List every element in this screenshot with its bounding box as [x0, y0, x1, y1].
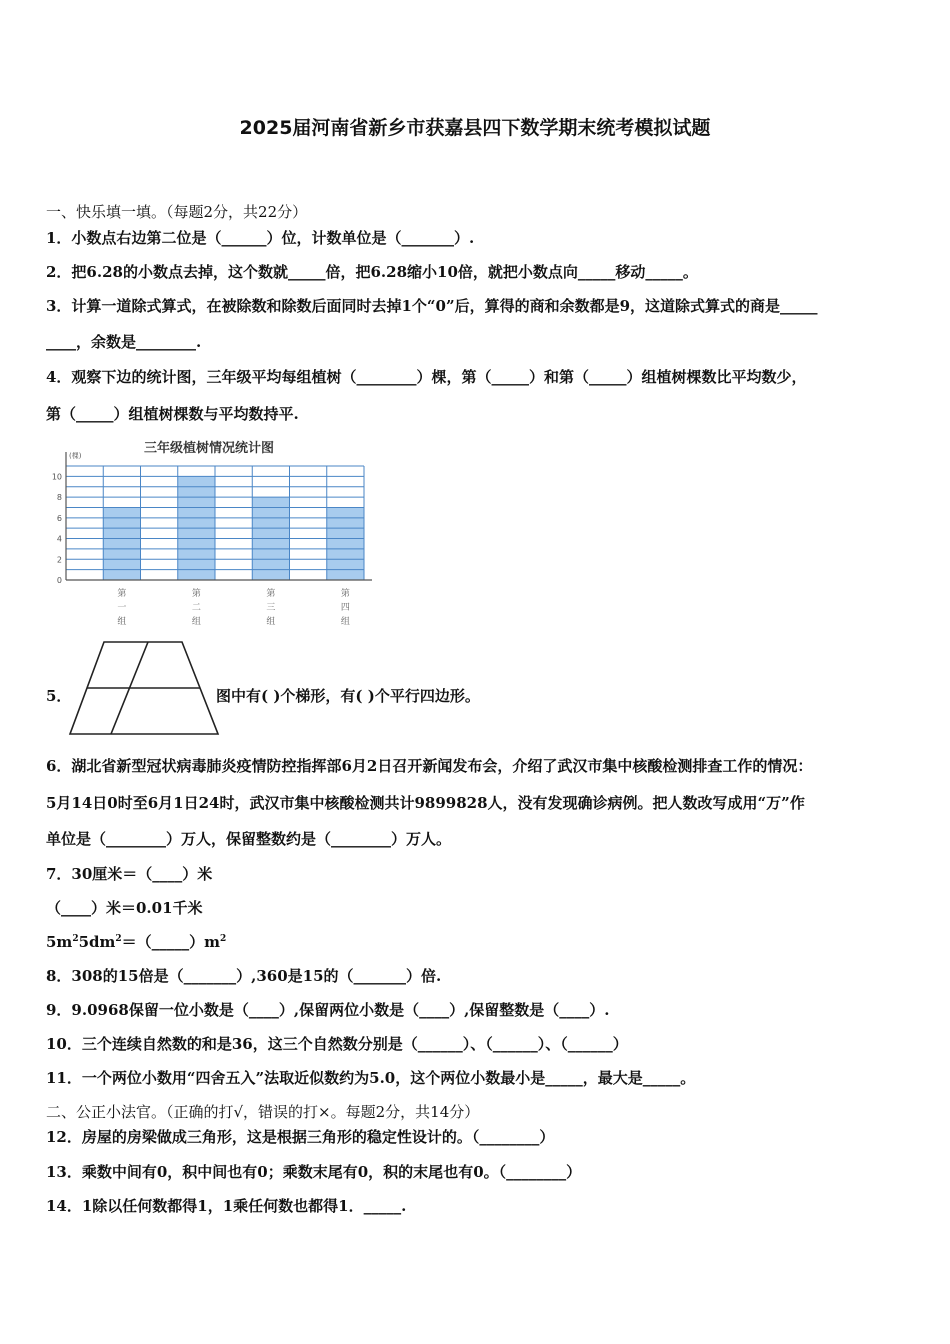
page-title: 2025届河南省新乡市获嘉县四下数学期末统考模拟试题 [239, 117, 711, 139]
question-11: 11．一个两位小数用“四舍五入”法取近似数约为5.0，这个两位小数最小是_____，最大是_____。 [46, 1069, 696, 1087]
question-3-line-1: 3．计算一道除式算式，在被除数和除数后面同时去掉1个“0”后，算得的商和余数都是9，这道除式算式的商是_____ [46, 297, 818, 315]
bar-1 [103, 507, 140, 580]
x-category-label: 组 [266, 617, 276, 626]
question-5-number: 5． [46, 687, 72, 705]
question-13: 13．乘数中间有0，积中间也有0；乘数末尾有0，积的末尾也有0。（________） [46, 1163, 582, 1181]
question-12: 12．房屋的房梁做成三角形，这是根据三角形的稳定性设计的。（________） [46, 1128, 555, 1146]
question-4-line-1: 4．观察下边的统计图，三年级平均每组植树（________）棵，第（_____）和第（_____）组植树棵数比平均数少， [46, 368, 807, 386]
y-axis-label: (棵) [69, 452, 82, 460]
question-9: 9．9.0968保留一位小数是（____）,保留两位小数是（____）,保留整数是（____）. [46, 1001, 610, 1019]
trapezoid-figure [68, 640, 220, 736]
y-tick-label: 6 [56, 513, 62, 523]
x-category-label: 第 [191, 589, 201, 599]
section-heading-2: 二、公正小法官。（正确的打√，错误的打×。每题2分，共14分） [46, 1103, 480, 1121]
y-tick-label: 2 [56, 555, 62, 565]
question-6-line-2: 5月14日0时至6月1日24时，武汉市集中核酸检测共计9899828人，没有发现确诊病例。把人数改写成用“万”作 [46, 794, 805, 812]
bar-chart [44, 436, 374, 626]
question-7-line-2: （____）米＝0.01千米 [46, 899, 203, 917]
y-tick-label: 8 [56, 493, 62, 503]
x-category-label: 第 [340, 589, 350, 599]
question-6-line-1: 6．湖北省新型冠状病毒肺炎疫情防控指挥部6月2日召开新闻发布会，介绍了武汉市集中核酸检测排查工作的情况： [46, 757, 813, 775]
x-category-label: 一 [117, 603, 127, 613]
question-10: 10．三个连续自然数的和是36，这三个自然数分别是（______）、（______）、（______） [46, 1035, 628, 1053]
x-category-label: 四 [340, 603, 350, 613]
question-7-line-3: $5m^25dm^2=(\_\_\_\_\_)m^2$ [46, 933, 227, 951]
x-category-label: 二 [191, 603, 201, 613]
x-category-label: 组 [117, 617, 127, 626]
y-tick-label: 10 [51, 472, 62, 482]
question-8: 8．308的15倍是（_______）,360是15的（_______）倍. [46, 967, 442, 985]
x-category-label: 第 [266, 589, 276, 599]
question-3-line-2: ____，余数是________. [46, 333, 202, 351]
question-1: 1．小数点右边第二位是（______）位，计数单位是（_______）. [46, 229, 475, 247]
x-category-label: 三 [266, 603, 276, 613]
chart-title: 三年级植树情况统计图 [143, 441, 274, 456]
x-category-label: 组 [191, 617, 201, 626]
x-category-label: 组 [340, 617, 350, 626]
bar-4 [327, 507, 364, 580]
question-14: 14．1除以任何数都得1，1乘任何数也都得1．_____. [46, 1197, 407, 1215]
question-5-text: 图中有( )个梯形，有( )个平行四边形。 [216, 687, 480, 705]
y-tick-label: 4 [56, 534, 62, 544]
question-7-line-1: 7．30厘米＝（____）米 [46, 865, 213, 883]
y-tick-label: 0 [56, 576, 62, 585]
x-category-label: 第 [117, 589, 127, 599]
question-6-line-3: 单位是（________）万人，保留整数约是（________）万人。 [46, 830, 452, 848]
question-4-line-2: 第（_____）组植树棵数与平均数持平. [46, 405, 299, 423]
question-2: 2．把6.28的小数点去掉，这个数就_____倍，把6.28缩小10倍，就把小数点向_____移动_____。 [46, 263, 698, 281]
section-heading-1: 一、快乐填一填。（每题2分，共22分） [46, 203, 308, 221]
